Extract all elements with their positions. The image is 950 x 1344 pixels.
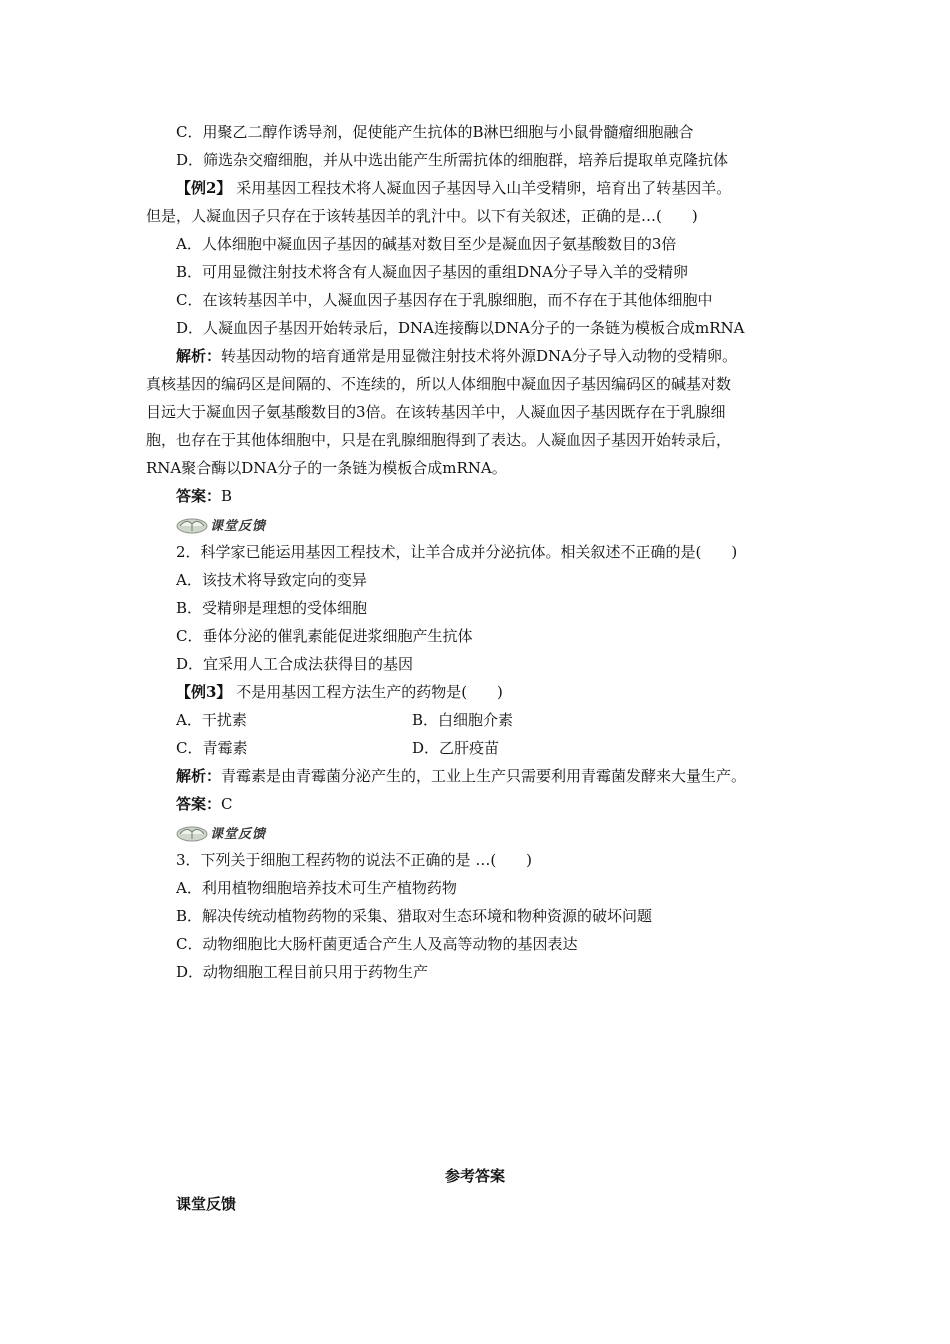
feedback-2-option-d: D．宜采用人工合成法获得目的基因 xyxy=(176,655,414,673)
example-3-option-d: D．乙肝疫苗 xyxy=(412,739,500,757)
analysis-label: 解析： xyxy=(176,347,222,365)
example-2-option-a: A．人体细胞中凝血因子基因的碱基对数目至少是凝血因子氨基酸数目的3倍 xyxy=(176,235,677,253)
example-3-stem xyxy=(176,682,503,702)
analysis-line2: 真核基因的编码区是间隔的、不连续的，所以人体细胞中凝血因子基因编码区的碱基对数 xyxy=(146,375,732,393)
reference-section-heading: 课堂反馈 xyxy=(176,1195,237,1213)
answer-label: 答案： xyxy=(176,795,222,813)
feedback-badge-label: 课堂反馈 xyxy=(210,827,267,842)
q1-option-d: D．筛选杂交瘤细胞，并从中选出能产生所需抗体的细胞群，培养后提取单克隆抗体 xyxy=(176,151,729,169)
example-3-answer xyxy=(176,794,233,814)
feedback-badge xyxy=(176,513,282,535)
example-2-stem-line1: 采用基因工程技术将人凝血因子基因导入山羊受精卵，培育出了转基因羊。 xyxy=(231,179,732,197)
analysis-line5: RNA聚合酶以DNA分子的一条链为模板合成mRNA。 xyxy=(146,459,507,477)
example-2-option-d: D．人凝血因子基因开始转录后，DNA连接酶以DNA分子的一条链为模板合成mRNA xyxy=(176,319,745,337)
feedback-3-option-b: B．解决传统动植物药物的采集、猎取对生态环境和物种资源的破坏问题 xyxy=(176,907,653,925)
feedback-3-option-d: D．动物细胞工程目前只用于药物生产 xyxy=(176,963,429,981)
feedback-3-option-a: A．利用植物细胞培养技术可生产植物药物 xyxy=(176,879,457,897)
analysis-text: 青霉素是由青霉菌分泌产生的，工业上生产只需要利用青霉菌发酵来大量生产。 xyxy=(221,767,747,785)
example-3-option-b: B．白细胞介素 xyxy=(412,711,514,729)
example-3-tag: 【例3】 xyxy=(176,683,232,701)
analysis-line3: 目远大于凝血因子氨基酸数目的3倍。在该转基因羊中，人凝血因子基因既存在于乳腺细 xyxy=(146,403,726,421)
analysis-line4: 胞，也存在于其他体细胞中，只是在乳腺细胞得到了表达。人凝血因子基因开始转录后， xyxy=(146,431,732,449)
example-3-option-a: A．干扰素 xyxy=(176,711,247,729)
example-2-answer xyxy=(176,486,232,506)
q1-option-c: C．用聚乙二醇作诱导剂，促使能产生抗体的B淋巴细胞与小鼠骨髓瘤细胞融合 xyxy=(176,123,694,141)
example-2-stem-line2: 但是，人凝血因子只存在于该转基因羊的乳汁中。以下有关叙述，正确的是…( ) xyxy=(146,207,698,225)
feedback-badge-label: 课堂反馈 xyxy=(210,519,267,534)
analysis-label: 解析： xyxy=(176,767,222,785)
answer-value: C xyxy=(221,795,233,813)
example-2-stem xyxy=(176,178,731,198)
example-3-stem-text: 不是用基因工程方法生产的药物是( ) xyxy=(231,683,503,701)
feedback-2-option-c: C．垂体分泌的催乳素能促进浆细胞产生抗体 xyxy=(176,627,473,645)
example-3-option-c: C．青霉素 xyxy=(176,739,248,757)
example-3-analysis xyxy=(176,766,746,786)
feedback-badge xyxy=(176,821,282,843)
analysis-line1: 转基因动物的培育通常是用显微注射技术将外源DNA分子导入动物的受精卵。 xyxy=(221,347,738,365)
feedback-2-option-b: B．受精卵是理想的受体细胞 xyxy=(176,599,368,617)
example-2-option-b: B．可用显微注射技术将含有人凝血因子基因的重组DNA分子导入羊的受精卵 xyxy=(176,263,689,281)
feedback-2-option-a: A．该技术将导致定向的变异 xyxy=(176,571,367,589)
reference-answers-title: 参考答案 xyxy=(444,1167,505,1185)
answer-label: 答案： xyxy=(176,487,222,505)
example-2-option-c: C．在该转基因羊中，人凝血因子基因存在于乳腺细胞，而不存在于其他体细胞中 xyxy=(176,291,713,309)
example-2-analysis xyxy=(176,346,737,366)
feedback-3-option-c: C．动物细胞比大肠杆菌更适合产生人及高等动物的基因表达 xyxy=(176,935,578,953)
feedback-2-stem: 2．科学家已能运用基因工程技术，让羊合成并分泌抗体。相关叙述不正确的是( ) xyxy=(176,543,738,561)
example-2-tag: 【例2】 xyxy=(176,179,232,197)
feedback-3-stem: 3．下列关于细胞工程药物的说法不正确的是 …( ) xyxy=(176,851,533,869)
answer-value: B xyxy=(221,487,233,505)
